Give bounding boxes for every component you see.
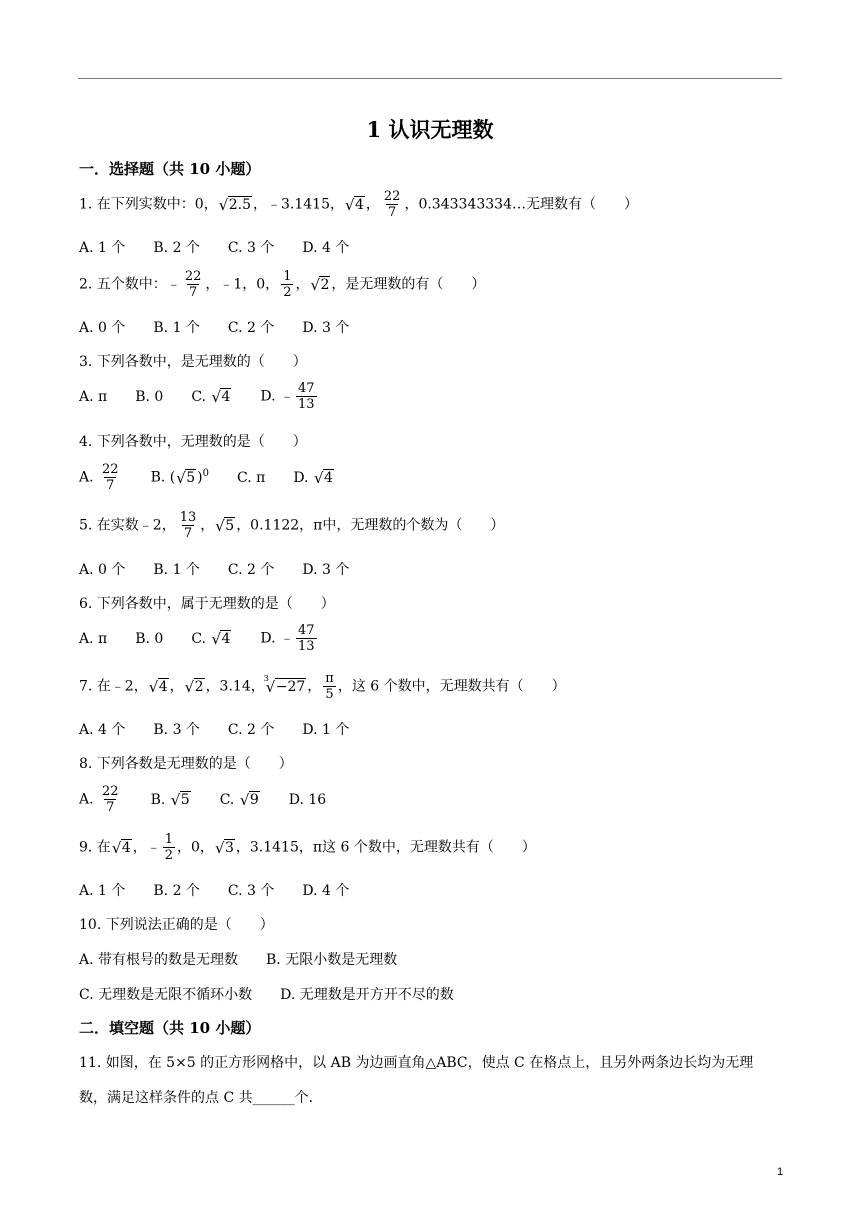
option-d[interactable]: D. ﹣ $\frac{47}{13}$ <box>260 381 315 412</box>
option-d[interactable]: D. 16 <box>288 791 327 808</box>
fraction-22-7: $\frac{22}{7}$ <box>184 269 202 300</box>
question-3: 3. 下列各数中，是无理数的（ ） <box>79 354 307 370</box>
cube-root-neg-27: √ 3 −27 <box>266 679 307 695</box>
question-8: 8. 下列各数是无理数的是（ ） <box>79 756 293 772</box>
question-7: 7. 在﹣2，√ 4 ，√ 2 ，3.14， √ 3 −27 ， $\frac{\pi}{5}$ ，这 6 个数中，无理数共有（ ） <box>79 671 566 702</box>
option-a[interactable]: A. 4 个 <box>79 722 126 738</box>
question-4-options <box>79 462 363 493</box>
question-4: 4. 下列各数中，无理数的是（ ） <box>79 434 307 450</box>
option-b[interactable]: B. 0 <box>135 388 164 405</box>
option-a[interactable]: A. π <box>79 630 108 647</box>
question-7-options <box>79 719 377 739</box>
question-10-options-row2 <box>79 984 482 1004</box>
option-c[interactable]: C. 3 个 <box>227 240 275 256</box>
question-9: 9. 在√ 4 ，﹣ $\frac{1}{2}$ ，0，√ 3 ，3.1415，π这 6 个数中，无理数共有（ ） <box>79 832 536 863</box>
option-c[interactable]: C. 2 个 <box>227 562 275 578</box>
option-d[interactable]: D. 4 个 <box>302 883 350 899</box>
option-c[interactable]: C. 3 个 <box>227 883 275 899</box>
sqrt-2-5: √ 2.5 <box>219 197 252 213</box>
option-a[interactable]: A. 1 个 <box>79 240 126 256</box>
question-3-options <box>79 381 347 412</box>
option-b[interactable]: B. (√ 5 )$^0$ <box>151 468 209 486</box>
question-10-options-row1 <box>79 949 425 969</box>
question-6-options <box>79 623 347 654</box>
option-a[interactable]: A. 0 个 <box>79 562 126 578</box>
option-b[interactable]: B. 0 <box>135 630 164 647</box>
question-5: 5. 在实数﹣2， $\frac{13}{7}$ ，√ 5 ，0.1122，π中，无理数的个数为（ ） <box>79 510 504 541</box>
fraction-13-7: $\frac{13}{7}$ <box>179 510 197 541</box>
page-title: 1 认识无理数 <box>366 117 494 142</box>
question-9-options <box>79 880 377 900</box>
question-1-options <box>79 237 377 257</box>
option-d[interactable]: D. ﹣ $\frac{47}{13}$ <box>260 623 315 654</box>
question-8-options <box>79 784 354 815</box>
fraction-22-7: $\frac{22}{7}$ <box>383 189 401 220</box>
question-2: 2. 五个数中：﹣ $\frac{22}{7}$ ，﹣1，0， $\frac{1}{2}$ ，√ 2 ，是无理数的有（ ） <box>79 269 485 300</box>
question-11-line2: 数，满足这样条件的点 C 共______个． <box>79 1090 323 1106</box>
option-d[interactable]: D. 1 个 <box>302 722 350 738</box>
question-6: 6. 下列各数中，属于无理数的是（ ） <box>79 596 335 612</box>
option-c[interactable]: C. √ 9 <box>220 792 261 808</box>
option-b[interactable]: B. 无限小数是无理数 <box>266 952 398 968</box>
question-5-options <box>79 559 377 579</box>
option-b[interactable]: B. 2 个 <box>153 883 200 899</box>
option-b[interactable]: B. 1 个 <box>153 320 200 336</box>
option-c[interactable]: C. 无理数是无限不循环小数 <box>79 987 253 1003</box>
option-b[interactable]: B. 1 个 <box>153 562 200 578</box>
option-a[interactable]: A. $\frac{22}{7}$ <box>79 462 119 493</box>
question-1: 1. 在下列实数中：0，√ 2.5 ，﹣3.1415，√ 4 ， $\frac{22}{7}$ ，0.343343334…无理数有（ ） <box>79 189 638 220</box>
sqrt-4: √ 4 <box>345 197 365 213</box>
header-rule <box>78 78 782 79</box>
option-b[interactable]: B. √ 5 <box>151 792 192 808</box>
option-a[interactable]: A. 1 个 <box>79 883 126 899</box>
option-a[interactable]: A. π <box>79 388 108 405</box>
option-b[interactable]: B. 3 个 <box>153 722 200 738</box>
sqrt-2: √ 2 <box>310 277 330 293</box>
option-c[interactable]: C. √ 4 <box>191 389 232 405</box>
fraction-1-2: $\frac{1}{2}$ <box>164 832 174 863</box>
option-d[interactable]: D. 4 个 <box>302 240 350 256</box>
question-2-options <box>79 317 377 337</box>
question-10: 10. 下列说法正确的是（ ） <box>79 917 274 933</box>
option-c[interactable]: C. 2 个 <box>227 320 275 336</box>
option-c[interactable]: C. √ 4 <box>191 631 232 647</box>
sqrt-5: √ 5 <box>215 518 235 534</box>
fraction-pi-5: $\frac{\pi}{5}$ <box>325 671 334 702</box>
option-d[interactable]: D. 3 个 <box>302 562 350 578</box>
option-a[interactable]: A. 带有根号的数是无理数 <box>79 952 239 968</box>
section-fill-heading: 二．填空题（共 10 小题） <box>79 1019 261 1037</box>
option-d[interactable]: D. 无理数是开方开不尽的数 <box>280 987 454 1003</box>
fraction-1-2: $\frac{1}{2}$ <box>283 269 292 300</box>
option-c[interactable]: C. π <box>236 469 266 486</box>
option-b[interactable]: B. 2 个 <box>153 240 200 256</box>
question-11-line1: 11. 如图，在 5×5 的正方形网格中，以 AB 为边画直角△ABC，使点 C 在格点上，且另外两条边长均为无理 <box>79 1055 754 1071</box>
page-number: 1 <box>777 1166 784 1178</box>
section-choice-heading: 一．选择题（共 10 小题） <box>79 160 261 178</box>
option-c[interactable]: C. 2 个 <box>227 722 275 738</box>
option-a[interactable]: A. 0 个 <box>79 320 126 336</box>
option-a[interactable]: A. $\frac{22}{7}$ <box>79 784 119 815</box>
option-d[interactable]: D. √ 4 <box>293 470 335 486</box>
option-d[interactable]: D. 3 个 <box>302 320 350 336</box>
